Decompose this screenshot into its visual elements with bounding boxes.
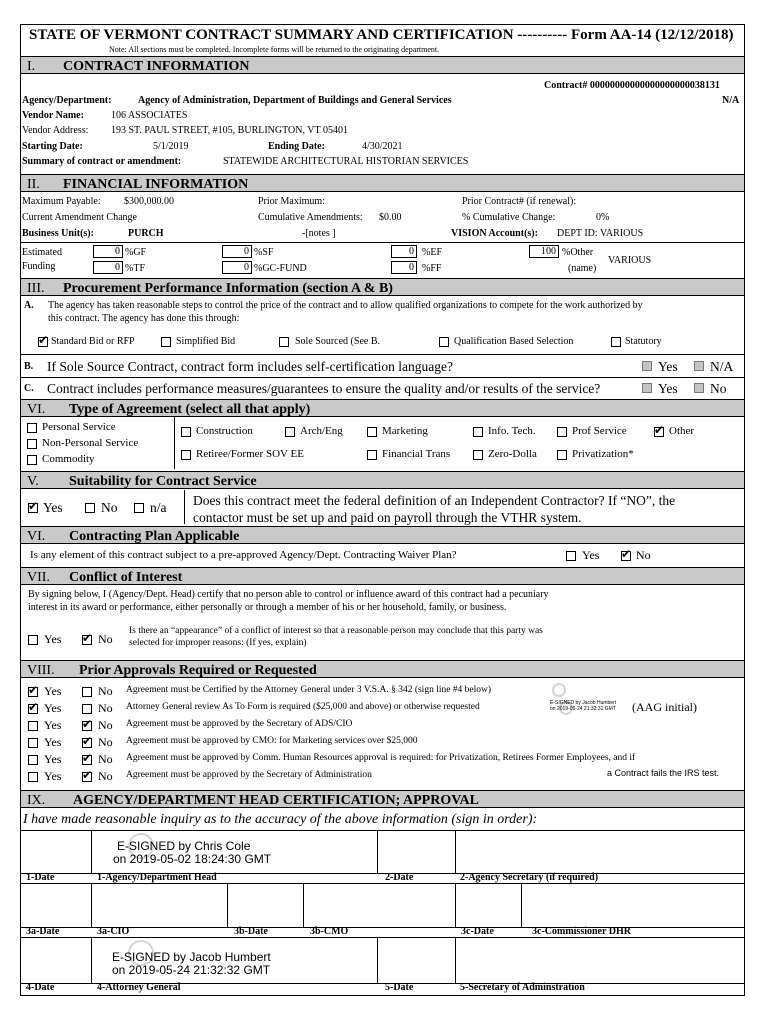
divider [21,242,744,243]
summary-value: STATEWIDE ARCHITECTURAL HISTORIAN SERVICES [223,156,469,167]
approval-1-yes-label: Yes [44,684,62,698]
divider [21,927,744,928]
prior-contract-label: Prior Contract# (if renewal): [462,196,577,207]
sole-source-na-label: N/A [710,359,734,374]
signature-1-line-1: E-SIGNED by Chris Cole [117,839,251,853]
max-payable-label: Maximum Payable: [22,196,101,207]
item-c-label: C. [24,383,34,394]
line-2-label: 2-Agency Secretary (if required) [460,872,599,883]
info-tech-label: Info. Tech. [488,425,536,437]
section-title: Prior Approvals Required or Requested [79,663,317,678]
divider [227,883,228,927]
section-number: VI. [27,529,46,544]
item-a-label: A. [24,300,34,311]
arch-eng-label: Arch/Eng [300,425,343,437]
section-conflict-of-interest [21,567,744,585]
section-procurement [21,278,744,296]
section-title: Procurement Performance Information (section A & B) [63,281,393,296]
tf-label: %TF [125,263,145,274]
divider [174,417,175,469]
appearance-no-label: No [98,632,113,646]
line-3c-label: 3c-Commissioner DHR [532,926,631,937]
divider [521,883,522,927]
contractor-no-checkbox[interactable] [85,503,95,513]
end-date: 4/30/2021 [362,141,403,152]
approval-2-no-label: No [98,701,113,715]
commodity-checkbox[interactable] [27,455,37,465]
simplified-bid-label: Simplified Bid [176,336,236,347]
check-icon: ✔ [82,717,93,731]
cumulative-label: Cumulative Amendments: [258,212,363,223]
start-date-label: Starting Date: [22,141,83,152]
start-date: 5/1/2019 [153,141,189,152]
approval-5-text: Agreement must be approved by Comm. Human Resources approval is required: for Privatization, Retirees Former Employees, and if [126,753,636,763]
item-c-text: Contract includes performance measures/guarantees to ensure the quality and/or results of the service? [47,381,601,396]
waiver-yes-label: Yes [582,548,600,562]
section-title: CONTRACT INFORMATION [63,59,250,74]
approval-3-no-label: No [98,718,113,732]
ef-input[interactable]: 0 [391,245,417,258]
approval-1-no-label: No [98,684,113,698]
sole-source-yes-label: Yes [658,359,678,374]
section-financial-information [21,174,744,192]
line-1-label: 1-Agency/Department Head [97,872,217,883]
contractor-question-2: contactor must be set up and paid on payroll through the VTHR system. [193,510,582,525]
section-title: FINANCIAL INFORMATION [63,177,249,192]
approval-3-yes-label: Yes [44,718,62,732]
retiree-checkbox[interactable] [181,450,191,460]
ff-label: %FF [422,263,442,274]
approval-3-yes-checkbox[interactable] [28,721,38,731]
agency-value: Agency of Administration, Department of Buildings and General Services [138,95,452,106]
approval-6-no-checkbox[interactable] [82,768,93,782]
other-type-checkbox[interactable] [654,423,665,437]
vision-label: VISION Account(s): [451,228,538,239]
notes-field[interactable]: -[notes ] [302,228,336,239]
signature-1-line-2: on 2019-05-02 18:24:30 GMT [113,852,272,866]
qualification-based-label: Qualification Based Selection [454,336,574,347]
prof-service-checkbox[interactable] [557,427,567,437]
section-number: VII. [27,570,50,585]
divider [21,830,744,831]
section-type-of-agreement [21,399,744,417]
divider [184,490,185,524]
vendor-name-label: Vendor Name: [22,110,84,121]
vision-value: DEPT ID: VARIOUS [557,228,644,239]
pct-change-label: % Cumulative Change: [462,212,556,223]
divider [21,883,744,884]
agency-na: N/A [722,95,740,106]
divider [91,883,92,927]
non-personal-service-label: Non-Personal Service [42,437,139,449]
approval-1-text: Agreement must be Certified by the Attorney General under 3 V.S.A. § 342 (sign line #4 below) [126,685,492,695]
approval-3-text: Agreement must be approved by the Secretary of ADS/CIO [126,719,353,729]
waiver-no-checkbox[interactable] [621,547,632,561]
form-title: STATE OF VERMONT CONTRACT SUMMARY AND CERTIFICATION ---------- Form AA-14 (12/12/2018) [29,27,734,43]
appearance-yes-label: Yes [44,632,62,646]
approval-4-no-checkbox[interactable] [82,734,93,748]
divider [91,830,92,873]
approval-5-yes-label: Yes [44,752,62,766]
contract-number: Contract# 00000000000000000000038131 [544,80,720,91]
waiver-question: Is any element of this contract subject to a pre-approved Agency/Dept. Contracting Waiver Plan? [30,549,457,561]
marketing-label: Marketing [382,425,428,437]
divider [21,354,744,355]
vendor-address-label: Vendor Address: [22,125,89,136]
qualification-based-checkbox[interactable] [439,337,449,347]
waiver-no-label: No [636,548,651,562]
irs-note: a Contract fails the IRS test. [607,768,720,778]
personal-service-checkbox[interactable] [27,423,37,433]
aag-stamp-2: on 2019-05-24 21:32:31 GMT [550,706,616,712]
section-contract-information [21,56,744,74]
ef-label: %EF [422,247,442,258]
other-name-value: VARIOUS [608,255,652,266]
approval-4-no-label: No [98,735,113,749]
check-icon: ✔ [28,700,39,714]
section-number: III. [27,281,45,296]
gf-label: %GF [125,247,147,258]
amendment-label: Current Amendment Change [22,212,137,223]
ff-input[interactable]: 0 [391,261,417,274]
divider [377,937,378,983]
certification-statement: I have made reasonable inquiry as to the accuracy of the above information (sign in order): [23,812,538,827]
prior-max-label: Prior Maximum: [258,196,325,207]
zero-dollar-checkbox[interactable] [473,450,483,460]
check-icon: ✔ [621,547,632,561]
signature-2-line-1: E-SIGNED by Jacob Humbert [112,950,271,964]
section-number: I. [27,59,36,74]
performance-no-checkbox[interactable] [694,383,704,393]
gf-input[interactable]: 0 [93,245,123,258]
end-date-label: Ending Date: [268,141,325,152]
divider [21,377,744,378]
summary-label: Summary of contract or amendment: [22,156,182,167]
approval-2-yes-label: Yes [44,701,62,715]
approval-6-no-label: No [98,769,113,783]
divider [21,937,744,938]
approval-2-no-checkbox[interactable] [82,704,92,714]
signature-2-line-2: on 2019-05-24 21:32:32 GMT [112,963,271,977]
approval-3-no-checkbox[interactable] [82,717,93,731]
approval-2-yes-checkbox[interactable] [28,700,39,714]
sole-source-na-checkbox[interactable] [694,361,704,371]
vendor-name: 106 ASSOCIATES [111,110,188,121]
section-number: II. [27,177,40,192]
statutory-label: Statutory [625,336,662,347]
business-unit: PURCH [128,228,164,239]
estimated-label: Estimated [22,247,62,258]
prof-service-label: Prof Service [572,425,627,437]
approval-5-yes-checkbox[interactable] [28,755,38,765]
section-number: VI. [27,402,46,417]
vendor-address: 193 ST. PAUL STREET, #105, BURLINGTON, VT 05401 [111,125,348,136]
check-icon: ✔ [28,499,39,513]
gcfund-input[interactable]: 0 [222,261,252,274]
line-3b-label: 3b-CMO [310,926,349,937]
privatization-label: Privatization* [572,448,634,460]
sole-sourced-checkbox[interactable] [279,337,289,347]
line-3c-date: 3c-Date [461,926,494,937]
financial-trans-checkbox[interactable] [367,450,377,460]
appearance-no-checkbox[interactable] [82,631,93,645]
approval-4-text: Agreement must be approved by CMO: for Marketing services over $25,000 [126,736,418,746]
cumulative-value: $0.00 [379,212,402,223]
section-suitability [21,471,744,489]
section-prior-approvals [21,660,744,678]
conflict-text-1: By signing below, I (Agency/Dept. Head) certify that no person able to control or influence award of this contract had a pecuniary [28,589,549,600]
gcfund-label: %GC-FUND [254,263,307,274]
contractor-yes-label: Yes [43,500,63,515]
approval-5-no-label: No [98,752,113,766]
section-number: VIII. [27,663,55,678]
simplified-bid-checkbox[interactable] [161,337,171,347]
approval-5-no-checkbox[interactable] [82,751,93,765]
performance-yes-label: Yes [658,381,678,396]
line-2-date: 2-Date [385,872,414,883]
approval-4-yes-label: Yes [44,735,62,749]
performance-yes-checkbox[interactable] [642,383,652,393]
line-5-date: 5-Date [385,982,414,993]
section-contracting-plan [21,526,744,544]
section-certification [21,790,744,808]
section-title: Contracting Plan Applicable [69,529,240,544]
zero-dollar-label: Zero-Dolla [488,448,537,460]
divider [303,883,304,927]
section-title: Conflict of Interest [69,570,183,585]
business-unit-label: Business Unit(s): [22,228,94,239]
contractor-na-checkbox[interactable] [134,503,144,513]
item-a-text-1: The agency has taken reasonable steps to control the price of the contract and to allow qualified organizations to compete for the work authorized by [48,300,643,311]
info-tech-checkbox[interactable] [473,427,483,437]
max-payable: $300,000.00 [124,196,174,207]
check-icon: ✔ [82,751,93,765]
line-3a-label: 3a-CIO [97,926,130,937]
section-number: IX. [27,793,46,808]
section-title: Suitability for Contract Service [69,474,257,489]
approval-6-yes-label: Yes [44,769,62,783]
approval-2-text: Attorney General review As To Form is required ($25,000 and above) or otherwise requested [126,702,480,712]
section-title: Type of Agreement (select all that apply) [69,402,311,417]
contract-form [20,24,745,996]
seal-icon [552,683,566,697]
tf-input[interactable]: 0 [93,261,123,274]
standard-bid-checkbox[interactable] [38,333,49,347]
aag-stamp-1: E-SIGNED by Jacob Humbert [550,700,617,706]
section-number: V. [27,474,39,489]
appearance-yes-checkbox[interactable] [28,635,38,645]
approval-6-yes-checkbox[interactable] [28,772,38,782]
marketing-checkbox[interactable] [367,427,377,437]
approval-1-yes-checkbox[interactable] [28,683,39,697]
divider [455,883,456,927]
financial-trans-label: Financial Trans [382,448,451,460]
approval-1-no-checkbox[interactable] [82,687,92,697]
retiree-label: Retiree/Former SOV EE [196,448,304,460]
construction-label: Construction [196,425,253,437]
line-1-date: 1-Date [26,872,55,883]
conflict-text-2: interest in its award or performance, either personally or through a member of his or her household, family, or business. [28,602,507,613]
check-icon: ✔ [38,333,49,347]
other-type-label: Other [669,425,695,437]
aag-initial: (AAG initial) [632,700,697,714]
line-4-date: 4-Date [26,982,55,993]
contractor-na-label: n/a [150,500,167,515]
privatization-checkbox[interactable] [557,450,567,460]
agency-label: Agency/Department: [22,95,112,106]
personal-service-label: Personal Service [42,421,116,433]
funding-label: Funding [22,261,56,272]
arch-eng-checkbox[interactable] [285,427,295,437]
appearance-question-2: selected for improper reasons: (If yes, explain) [129,638,307,648]
contractor-question-1: Does this contract meet the federal definition of an Independent Contractor? If “NO”, the [193,493,676,508]
line-4-label: 4-Attorney General [97,982,181,993]
sole-source-yes-checkbox[interactable] [642,361,652,371]
other-input[interactable]: 100 [529,245,559,258]
approval-4-yes-checkbox[interactable] [28,738,38,748]
section-title: AGENCY/DEPARTMENT HEAD CERTIFICATION; APPROVAL [73,793,479,808]
divider [455,937,456,983]
pct-change: 0% [596,212,610,223]
divider [377,830,378,873]
construction-checkbox[interactable] [181,427,191,437]
non-personal-service-checkbox[interactable] [27,439,37,449]
other-label: %Other [562,247,594,258]
check-icon: ✔ [82,768,93,782]
statutory-checkbox[interactable] [611,337,621,347]
item-a-text-2: this contract. The agency has done this through: [48,313,240,324]
commodity-label: Commodity [42,453,95,465]
line-3a-date: 3a-Date [26,926,60,937]
sf-input[interactable]: 0 [222,245,252,258]
check-icon: ✔ [82,631,93,645]
line-3b-date: 3b-Date [234,926,268,937]
divider [91,937,92,983]
check-icon: ✔ [28,683,39,697]
line-5-label: 5-Secretary of Adminstration [460,982,585,993]
other-name-label: (name) [568,263,597,274]
form-note: Note: All sections must be completed. Incomplete forms will be returned to the originating department. [109,45,440,54]
check-icon: ✔ [654,423,665,437]
standard-bid-label: Standard Bid or RFP [51,336,135,347]
performance-no-label: No [710,381,727,396]
item-b-text: If Sole Source Contract, contract form includes self-certification language? [47,359,453,374]
waiver-yes-checkbox[interactable] [566,551,576,561]
sole-sourced-label: Sole Sourced (See B. [295,336,380,347]
approval-6-text: Agreement must be approved by the Secretary of Administration [126,770,372,780]
item-b-label: B. [24,361,34,372]
appearance-question-1: Is there an “appearance” of a conflict of interest so that a reasonable person may conclude that this party was [129,626,543,636]
divider [455,830,456,873]
contractor-no-label: No [101,500,118,515]
check-icon: ✔ [82,734,93,748]
sf-label: %SF [254,247,274,258]
contractor-yes-checkbox[interactable] [28,499,39,513]
